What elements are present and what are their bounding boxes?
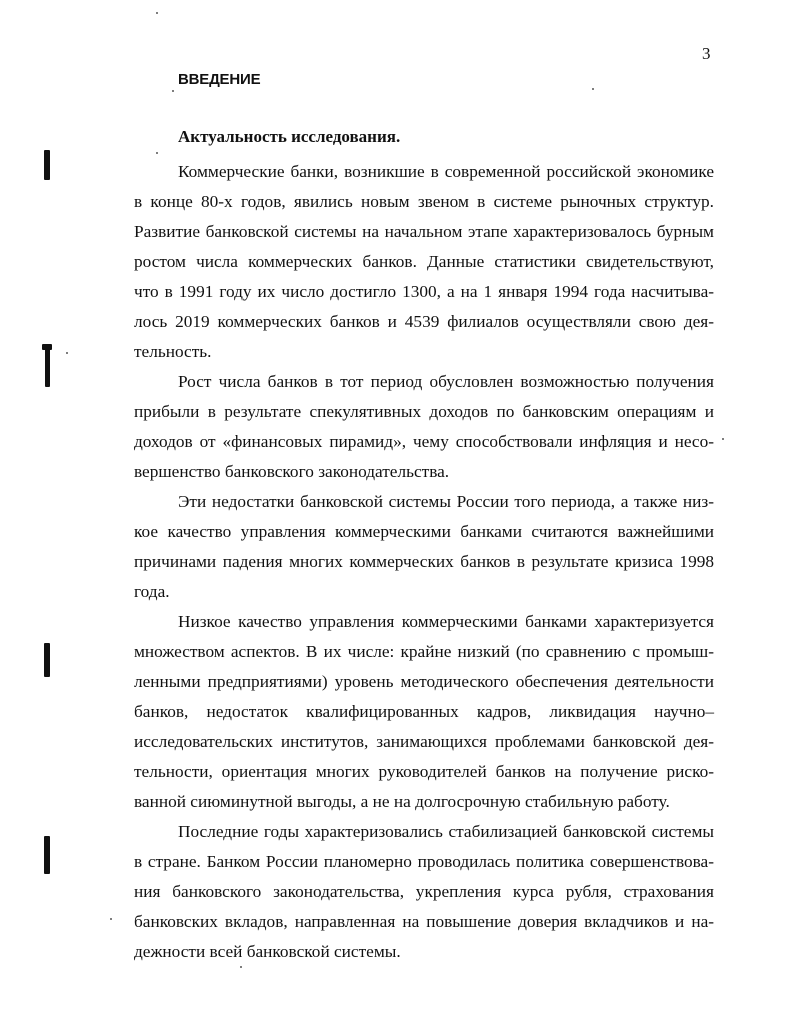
text-line: лось 2019 коммерческих банков и 4539 филиалов осуществляли свою дея- [134, 312, 714, 331]
text-line: дежности всей банковской системы. [134, 942, 401, 961]
text-line: доходов от «финансовых пирамид», чему способствовали инфляция и несо- [134, 432, 714, 451]
text-line: Рост числа банков в тот период обусловлен возможностью получения [178, 372, 714, 391]
body-text [134, 157, 714, 967]
text-line: года. [134, 582, 170, 601]
text-line: Последние годы характеризовались стабилизацией банковской системы [178, 822, 714, 841]
text-line: ростом числа коммерческих банков. Данные статистики свидетельствуют, [134, 252, 714, 271]
text-line: тельности, ориентация многих руководителей банков на получение риско- [134, 762, 714, 781]
subheading: Актуальность исследования. [178, 127, 401, 146]
scan-mark [42, 344, 52, 350]
scan-speck [110, 918, 112, 920]
scan-mark [44, 836, 50, 874]
scan-speck [240, 966, 242, 968]
scan-speck [172, 90, 174, 92]
scan-speck [722, 438, 724, 440]
text-line: кое качество управления коммерческими банками считаются важнейшими [134, 522, 714, 541]
scan-speck [66, 352, 68, 354]
text-line: Развитие банковской системы на начальном этапе характеризовалось бурным [134, 222, 714, 241]
text-line: ванной сиюминутной выгоды, а не на долгосрочную стабильную работу. [134, 792, 670, 811]
text-line: банков, недостаток квалифицированных кадров, ликвидация научно– [134, 702, 714, 721]
text-line: ленными предприятиями) уровень методического обеспечения деятельности [134, 672, 714, 691]
text-line: причинами падения многих коммерческих банков в результате кризиса 1998 [134, 552, 714, 571]
scan-speck [592, 88, 594, 90]
scan-mark [44, 150, 50, 180]
text-line: Эти недостатки банковской системы России того периода, а также низ- [178, 492, 714, 511]
text-line: вершенство банковского законодательства. [134, 462, 450, 481]
scan-mark [45, 345, 50, 387]
text-line: прибыли в результате спекулятивных доходов по банковским операциям и [134, 402, 714, 421]
page-number: 3 [702, 44, 711, 63]
text-line: исследовательских институтов, занимающихся проблемами банковской дея- [134, 732, 714, 751]
text-line: ния банковского законодательства, укрепления курса рубля, страхования [134, 882, 714, 901]
text-line: множеством аспектов. В их числе: крайне низкий (по сравнению с промыш- [134, 642, 714, 661]
text-line: в стране. Банком России планомерно проводилась политика совершенствова- [134, 852, 714, 871]
text-line: что в 1991 году их число достигло 1300, а на 1 января 1994 года насчитыва- [134, 282, 714, 301]
scan-speck [156, 12, 158, 14]
text-line: банковских вкладов, направленная на повышение доверия вкладчиков и на- [134, 912, 714, 931]
section-heading: ВВЕДЕНИЕ [178, 71, 261, 88]
scan-speck [156, 152, 158, 154]
scan-mark [44, 643, 50, 677]
text-line: в конце 80-х годов, явились новым звеном в системе рыночных структур. [134, 192, 714, 211]
text-line: Низкое качество управления коммерческими банками характеризуется [178, 612, 714, 631]
text-line: Коммерческие банки, возникшие в современной российской экономике [178, 162, 714, 181]
text-line: тельность. [134, 342, 212, 361]
